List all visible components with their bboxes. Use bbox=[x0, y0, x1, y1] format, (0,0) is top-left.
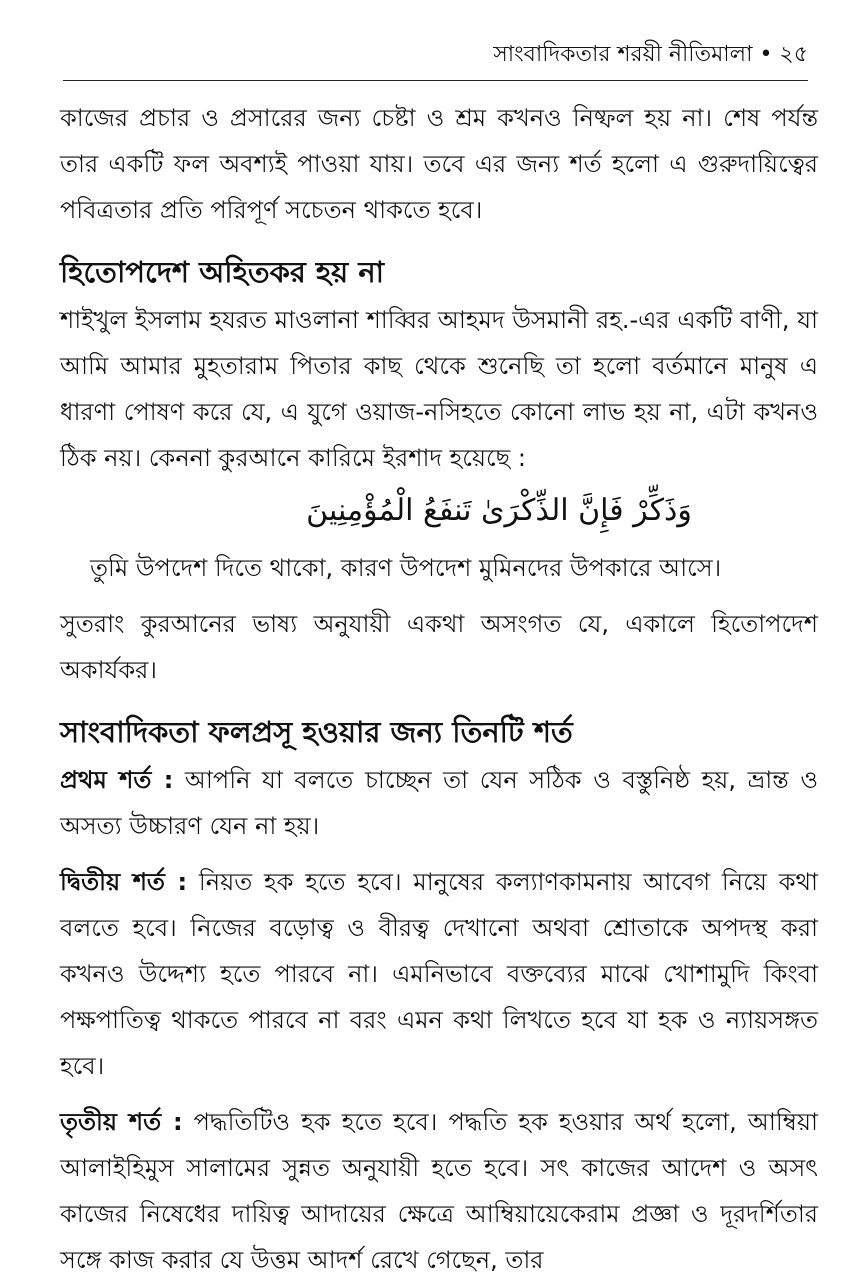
verse-translation: তুমি উপদেশ দিতে থাকো, কারণ উপদেশ মুমিনদের উপকারে আসে। bbox=[90, 554, 722, 582]
condition-first-text: আপনি যা বলতে চাচ্ছেন তা যেন সঠিক ও বস্তুনিষ্ঠ হয়, ভ্রান্ত ও অসত্য উচ্চারণ যেন না হয়। bbox=[60, 766, 818, 840]
paragraph-usmani-quote: শাইখুল ইসলাম হযরত মাওলানা শাব্বির আহমদ উসমানী রহ.-এর একটি বাণী, যা আমি আমার মুহতারাম পিতার কাছ থেকে শুনেছি তা হলো বর্তমানে মানুষ এ ধারণা পোষণ করে যে, এ যুগে ওয়াজ-নসিহতে কোনো লাভ হয় না, এটা কখনও ঠিক নয়। কেননা কুরআনে কারিমে ইরশাদ হয়েছে : bbox=[60, 306, 818, 472]
intro-paragraph: কাজের প্রচার ও প্রসারের জন্য চেষ্টা ও শ্রম কখনও নিষ্ফল হয় না। শেষ পর্যন্ত তার একটি ফল অবশ্যই পাওয়া যায়। তবে এর জন্য শর্ত হলো এ গুরুদায়িত্বের পবিত্রতার প্রতি পরিপূর্ণ সচেতন থাকতে হবে। bbox=[60, 104, 818, 224]
section-heading-conditions: সাংবাদিকতা ফলপ্রসূ হওয়ার জন্য তিনটি শর্ত bbox=[60, 715, 573, 749]
condition-second-label: দ্বিতীয় শর্ত : bbox=[60, 868, 188, 896]
conclusion-paragraph: সুতরাং কুরআনের ভাষ্য অনুযায়ী একথা অসংগত যে, একালে হিতোপদেশ অকার্যকর। bbox=[60, 610, 818, 684]
running-header bbox=[493, 40, 808, 70]
condition-second-text: নিয়ত হক হতে হবে। মানুষের কল্যাণকামনায় আবেগ নিয়ে কথা বলতে হবে। নিজের বড়োত্ব ও বীরত্ব দেখানো অথবা শ্রোতাকে অপদস্থ করা কখনও উদ্দেশ্য হতে পারবে না। এমনিভাবে বক্তব্যের মাঝে খোশামুদি কিংবা পক্ষপাতিত্ব থাকতে পারবে না বরং এমন কথা লিখতে হবে যা হক ও ন্যায়সঙ্গত হবে। bbox=[60, 868, 818, 1080]
page-body bbox=[60, 95, 818, 1283]
condition-first bbox=[60, 757, 818, 849]
running-title: সাংবাদিকতার শরয়ী নীতিমালা • ২৫ bbox=[493, 42, 808, 67]
condition-third-label: তৃতীয় শর্ত : bbox=[60, 1108, 183, 1136]
section-heading-benefit: হিতোপদেশ অহিতকর হয় না bbox=[60, 255, 385, 289]
header-rule bbox=[63, 80, 808, 81]
condition-third-text: পদ্ধতিটিও হক হতে হবে। পদ্ধতি হক হওয়ার অর্থ হলো, আম্বিয়া আলাইহিমুস সালামের সুন্নত অনুযায়ী হতে হবে। সৎ কাজের আদেশ ও অসৎ কাজের নিষেধের দায়িত্ব আদায়ের ক্ষেত্রে আম্বিয়ায়েকেরাম প্রজ্ঞা ও দূরদর্শিতার সঙ্গে কাজ করার যে উত্তম আদর্শ রেখে গেছেন, তার bbox=[60, 1108, 818, 1274]
condition-third bbox=[60, 1099, 818, 1283]
quran-verse: وَذَكِّرْ فَإِنَّ الذِّكْرَىٰ تَنفَعُ الْمُؤْمِنِينَ bbox=[306, 493, 692, 528]
condition-second bbox=[60, 859, 818, 1089]
condition-first-label: প্রথম শর্ত : bbox=[60, 766, 174, 794]
